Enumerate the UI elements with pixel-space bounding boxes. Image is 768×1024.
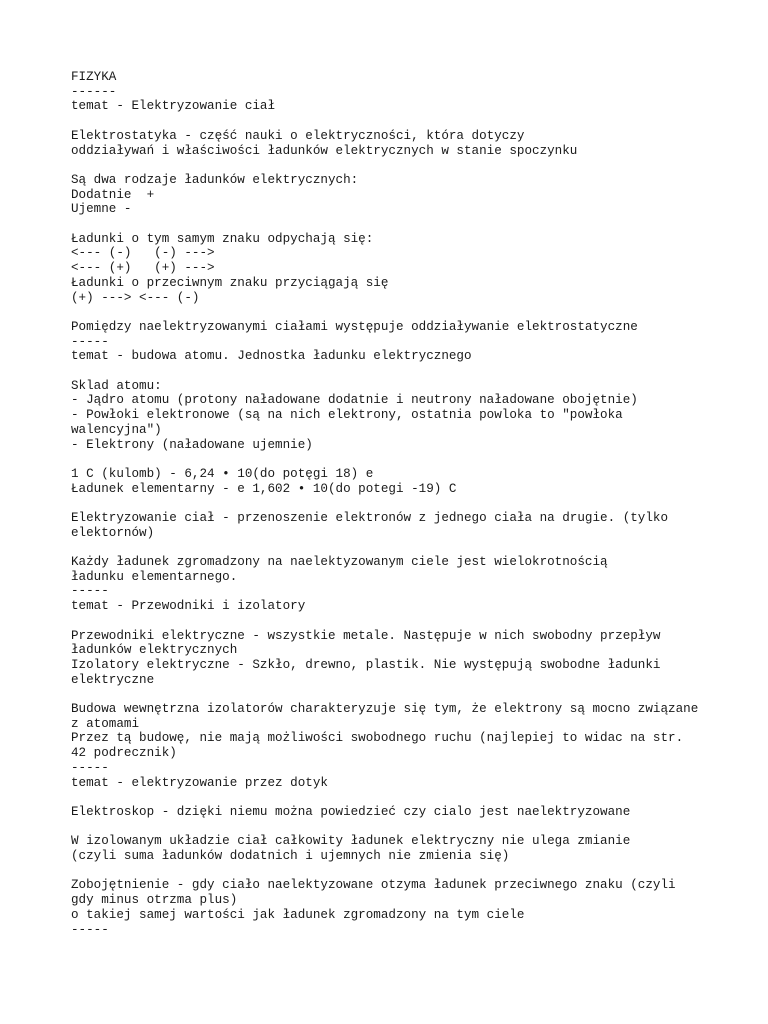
text-line: -----: [71, 584, 109, 599]
text-line: Elektroskop - dzięki niemu można powiedzieć czy cialo jest naelektryzowane: [71, 804, 631, 819]
text-line: Elektryzowanie ciał - przenoszenie elektronów z jednego ciała na drugie. (tylko: [71, 510, 669, 525]
text-line: Zobojętnienie - gdy ciało naelektyzowane otzyma ładunek przeciwnego znaku (czyli: [71, 878, 676, 893]
text-line: [71, 364, 711, 379]
text-line: [71, 114, 711, 129]
text-line: FIZYKA: [71, 70, 117, 84]
text-line: 1 C (kulomb) - 6,24 • 10(do potęgi 18) e: [71, 466, 374, 481]
text-line: elektornów): [71, 525, 155, 540]
text-line: temat - elektryzowanie przez dotyk: [71, 775, 328, 790]
text-line: <--- (+) (+) --->: [71, 261, 215, 276]
text-line: [71, 614, 711, 629]
text-line: temat - budowa atomu. Jednostka ładunku elektrycznego: [71, 349, 472, 364]
text-line: -----: [71, 760, 109, 775]
text-line: ------: [71, 84, 117, 99]
text-line: Elektrostatyka - część nauki o elektryczności, która dotyczy: [71, 128, 525, 143]
text-line: (czyli suma ładunków dodatnich i ujemnych nie zmienia się): [71, 849, 510, 864]
text-line: Ładunek elementarny - e 1,602 • 10(do potegi -19) C: [71, 481, 457, 496]
text-line: [71, 496, 711, 511]
text-line: - Elektrony (naładowane ujemnie): [71, 437, 313, 452]
text-line: (+) ---> <--- (-): [71, 290, 200, 305]
text-line: Pomiędzy naelektryzowanymi ciałami występuje oddziaływanie elektrostatyczne: [71, 319, 638, 334]
text-line: Przewodniki elektryczne - wszystkie metale. Następuje w nich swobodny przepływ: [71, 628, 661, 643]
text-line: [71, 217, 711, 232]
text-line: -----: [71, 922, 109, 937]
text-line: Każdy ładunek zgromadzony na naelektyzowanym ciele jest wielokrotnością: [71, 555, 608, 570]
text-line: ładunku elementarnego.: [71, 569, 238, 584]
text-line: temat - Elektryzowanie ciał: [71, 99, 276, 114]
text-line: [71, 820, 711, 835]
text-line: W izolowanym układzie ciał całkowity ładunek elektryczny nie ulega zmianie: [71, 834, 631, 849]
text-line: o takiej samej wartości jak ładunek zgromadzony na tym ciele: [71, 907, 525, 922]
text-line: -----: [71, 334, 109, 349]
text-line: - Jądro atomu (protony naładowane dodatnie i neutrony naładowane obojętnie): [71, 393, 638, 408]
text-line: - Powłoki elektronowe (są na nich elektrony, ostatnia powloka to "powłoka: [71, 408, 623, 423]
text-line: Izolatory elektryczne - Szkło, drewno, plastik. Nie występują swobodne ładunki: [71, 657, 661, 672]
text-line: [71, 790, 711, 805]
text-line: Sklad atomu:: [71, 378, 162, 393]
text-line: [71, 687, 711, 702]
text-line: Budowa wewnętrzna izolatorów charakteryzuje się tym, że elektrony są mocno związane: [71, 702, 699, 717]
text-line: [71, 305, 711, 320]
text-line: oddziaływań i właściwości ładunków elektrycznych w stanie spoczynku: [71, 143, 578, 158]
text-line: Ładunki o przeciwnym znaku przyciągają się: [71, 275, 389, 290]
text-line: Przez tą budowę, nie mają możliwości swobodnego ruchu (najlepiej to widac na str.: [71, 731, 684, 746]
text-line: Dodatnie +: [71, 187, 155, 202]
text-line: z atomami: [71, 716, 140, 731]
text-line: 42 podrecznik): [71, 746, 177, 761]
text-line: Są dwa rodzaje ładunków elektrycznych:: [71, 172, 359, 187]
text-line: [71, 452, 711, 467]
text-line: [71, 158, 711, 173]
text-line: walencyjna"): [71, 422, 162, 437]
text-line: Ładunki o tym samym znaku odpychają się:: [71, 231, 374, 246]
text-line: ładunków elektrycznych: [71, 643, 238, 658]
text-line: Ujemne -: [71, 202, 132, 217]
text-line: [71, 540, 711, 555]
text-line: elektryczne: [71, 672, 155, 687]
text-line: [71, 864, 711, 879]
document-text: [71, 70, 711, 937]
text-line: gdy minus otrzma plus): [71, 893, 238, 908]
text-line: temat - Przewodniki i izolatory: [71, 599, 306, 614]
text-line: <--- (-) (-) --->: [71, 246, 215, 261]
